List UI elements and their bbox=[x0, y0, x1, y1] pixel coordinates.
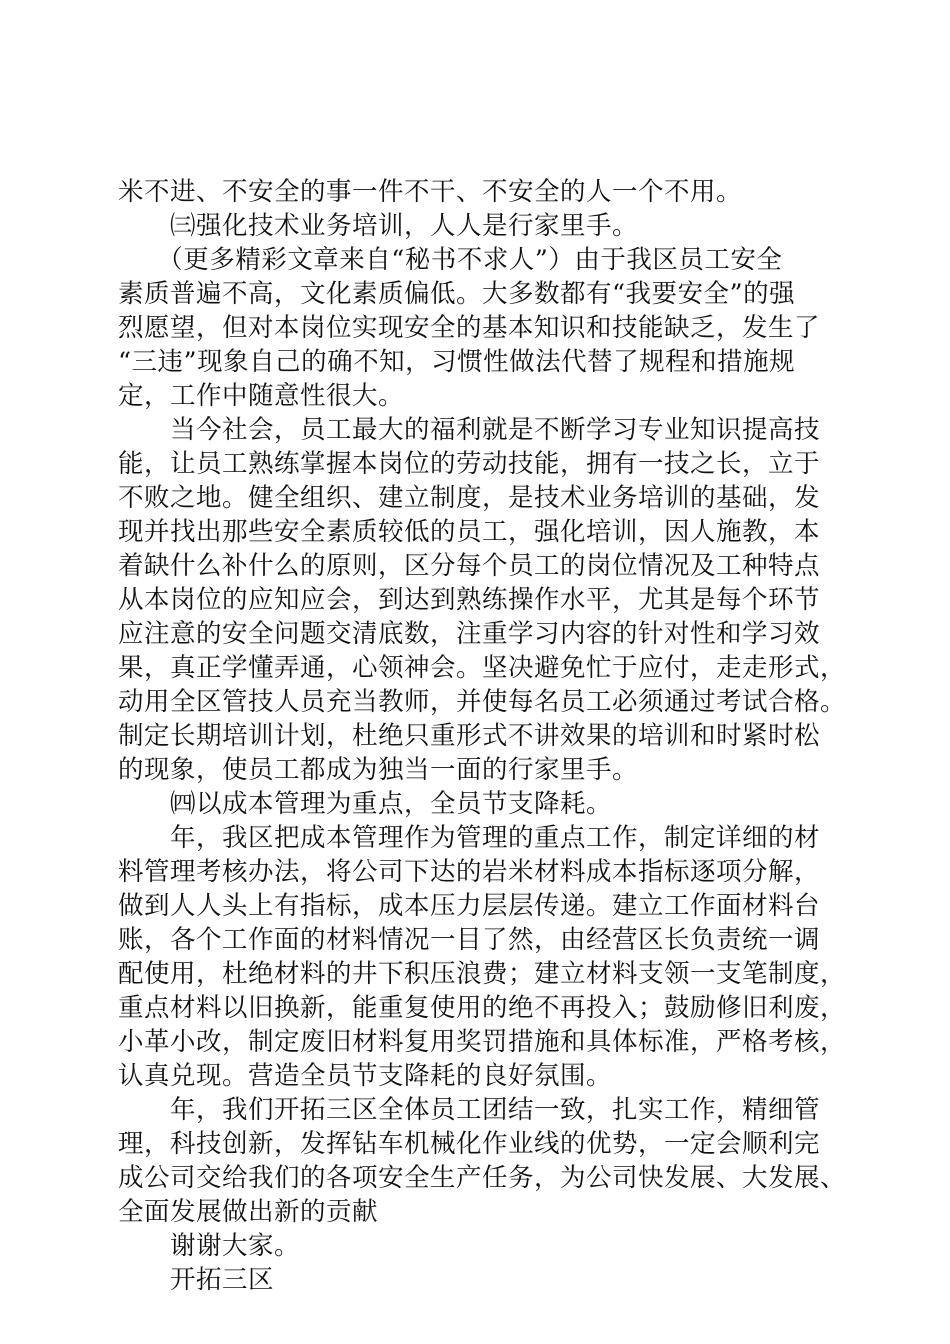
section-heading: ㈣以成本管理为重点，全员节支降耗。 bbox=[118, 789, 613, 819]
text-line: 理，科技创新，发挥钻车机械化作业线的优势，一定会顺利完 bbox=[118, 1129, 821, 1159]
section-heading: ㈢强化技术业务培训，人人是行家里手。 bbox=[118, 211, 639, 241]
text-line: 年，我区把成本管理作为管理的重点工作，制定详细的材 bbox=[118, 823, 821, 853]
text-line: 配使用，杜绝材料的井下积压浪费；建立材料支领一支笔制度， bbox=[118, 959, 847, 989]
text-line: 做到人人头上有指标，成本压力层层传递。建立工作面材料台 bbox=[118, 891, 821, 921]
text-line: 制定长期培训计划，杜绝只重形式不讲效果的培训和时紧时松 bbox=[118, 721, 821, 751]
text-line: 果，真正学懂弄通，心领神会。坚决避免忙于应付，走走形式， bbox=[118, 653, 847, 683]
text-line: 着缺什么补什么的原则，区分每个员工的岗位情况及工种特点 bbox=[118, 551, 821, 581]
signature-line: 开拓三区 bbox=[118, 1265, 275, 1295]
text-line: 定，工作中随意性很大。 bbox=[118, 381, 405, 411]
text-line: 现并找出那些安全素质较低的员工，强化培训，因人施教，本 bbox=[118, 517, 821, 547]
text-line: 的现象，使员工都成为独当一面的行家里手。 bbox=[118, 755, 639, 785]
text-line: 烈愿望，但对本岗位实现安全的基本知识和技能缺乏，发生了 bbox=[118, 313, 821, 343]
text-line: 素质普遍不高，文化素质偏低。大多数都有“我要安全”的强 bbox=[118, 279, 796, 309]
text-line: 重点材料以旧换新，能重复使用的绝不再投入；鼓励修旧利废， bbox=[118, 993, 847, 1023]
text-line: 动用全区管技人员充当教师，并使每名员工必须通过考试合格。 bbox=[118, 687, 847, 717]
text-line: 全面发展做出新的贡献 bbox=[118, 1197, 379, 1227]
text-line: 年，我们开拓三区全体员工团结一致，扎实工作，精细管 bbox=[118, 1095, 821, 1125]
text-line: 小革小改，制定废旧材料复用奖罚措施和具体标准，严格考核， bbox=[118, 1027, 847, 1057]
text-line: 不败之地。健全组织、建立制度，是技术业务培训的基础，发 bbox=[118, 483, 821, 513]
text-line: 从本岗位的应知应会，到达到熟练操作水平，尤其是每个环节 bbox=[118, 585, 821, 615]
text-line: （更多精彩文章来自“秘书不求人”）由于我区员工安全 bbox=[118, 245, 783, 275]
closing-line: 谢谢大家。 bbox=[118, 1231, 301, 1261]
text-line: 料管理考核办法，将公司下达的岩米材料成本指标逐项分解， bbox=[118, 857, 821, 887]
text-line: 认真兑现。营造全员节支降耗的良好氛围。 bbox=[118, 1061, 613, 1091]
text-line: 应注意的安全问题交清底数，注重学习内容的针对性和学习效 bbox=[118, 619, 821, 649]
text-line: 成公司交给我们的各项安全生产任务，为公司快发展、大发展、 bbox=[118, 1163, 847, 1193]
text-line: “三违”现象自己的确不知，习惯性做法代替了规程和措施规 bbox=[118, 347, 796, 377]
text-line: 能，让员工熟练掌握本岗位的劳动技能，拥有一技之长，立于 bbox=[118, 449, 821, 479]
text-line: 当今社会，员工最大的福利就是不断学习专业知识提高技 bbox=[118, 415, 821, 445]
text-line: 账，各个工作面的材料情况一目了然，由经营区长负责统一调 bbox=[118, 925, 821, 955]
text-line: 米不进、不安全的事一件不干、不安全的人一个不用。 bbox=[118, 177, 743, 207]
